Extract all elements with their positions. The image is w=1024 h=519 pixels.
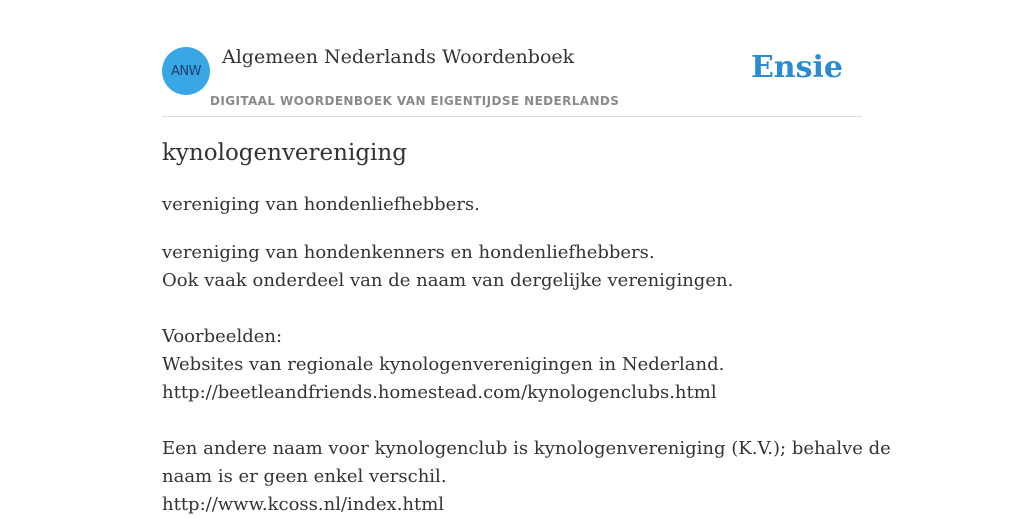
short-definition: vereniging van hondenliefhebbers.	[162, 194, 480, 215]
example-line: Een andere naam voor kynologenclub is kynologenvereniging (K.V.); behalve de	[162, 438, 891, 459]
definition-line: Ook vaak onderdeel van de naam van dergelijke verenigingen.	[162, 270, 734, 291]
long-definition	[162, 239, 891, 519]
examples-heading: Voorbeelden:	[162, 326, 283, 347]
example-url: http://beetleandfriends.homestead.com/kynologenclubs.html	[162, 382, 717, 403]
example-line: naam is er geen enkel verschil.	[162, 466, 447, 487]
example-url: http://www.kcoss.nl/index.html	[162, 494, 445, 515]
ensie-brand-link[interactable]: Ensie	[750, 50, 843, 85]
site-subtitle: DIGITAAL WOORDENBOEK VAN EIGENTIJDSE NEDERLANDS	[210, 94, 620, 108]
site-title[interactable]: Algemeen Nederlands Woordenboek	[222, 46, 575, 68]
example-line: Websites van regionale kynologenverenigingen in Nederland.	[162, 354, 725, 375]
blank-line	[162, 407, 862, 435]
anw-logo[interactable]	[162, 47, 210, 95]
site-header	[162, 0, 862, 117]
definition-line: vereniging van hondenkenners en hondenliefhebbers.	[162, 242, 655, 263]
entry-word: kynologenvereniging	[162, 140, 407, 166]
logo-text: ANW	[171, 63, 201, 79]
blank-line	[162, 295, 862, 323]
